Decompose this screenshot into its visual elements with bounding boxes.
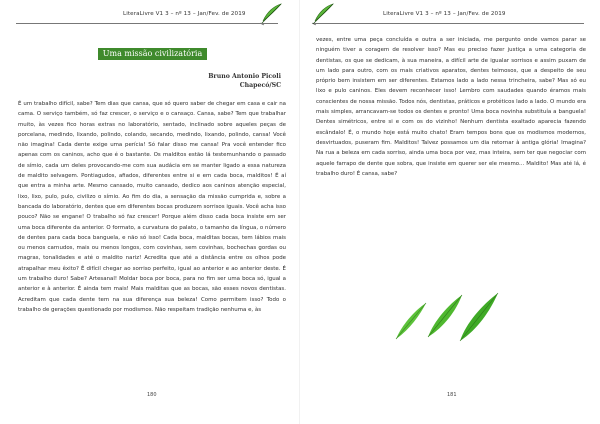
paragraph: vezes, entre uma peça concluída e outra a ser iniciada, me pergunto onde vamos parar se ninguém tiver a coragem de resolver isso? Mas eu preciso fazer justiça a uma categoria de dentistas, os que se dedicam, à sua maneira, a difícil arte de igualar sorrisos e assim puxam de um lado para outro, com os mais criativos aparatos, dentes teimosos, que a despeito de seu próprio bem insistem em ser diferentes. Estamos lado a lado nessa trincheira, sabe? Mas só eu lixo e pulo caninos. Eles devem reconhecer isso! Lembro com saudades quando éramos mais conscientes de nossa missão. Todos nós, dentistas, práticos e protéticos lado a lado. O mundo era mais simples, arrancavam-se todos os dentes e pronto! Uma boca novinha substituía a banguela! Dentes simétricos, entre si e com os do vizinho! Nenhum dentista exaltado aparecia fazendo escândalo! É, o mundo hoje está muito chato! Eram tempos bons que os modismos modernos, desvirtuados, puseram fim. Malditos! Talvez possamos um dia retornar à antiga glória! Imagina? Na rua a beleza em cada sorriso, ainda uma boca por vez, mas inteira, sem ter que negociar com aquele farrapo de dente que sobra, que insiste em querer ser ele mesmo... Maldito! Mas até lá, é trabalho duro! É cansa, sabe? — [316, 37, 586, 177]
header-rule — [314, 23, 584, 24]
green-feather-icon — [396, 303, 426, 339]
author-name: Bruno Antonio Picoli — [208, 73, 281, 80]
article-title: Uma missão civilizatória — [98, 48, 207, 60]
right-page — [300, 0, 600, 424]
author-byline — [208, 72, 281, 90]
header-rule — [16, 23, 278, 24]
page-number-left: 180 — [147, 392, 157, 398]
body-text-left — [18, 99, 286, 315]
page-number-right: 181 — [447, 392, 457, 398]
green-feather-icon — [428, 295, 462, 337]
paragraph: É um trabalho difícil, sabe? Tem dias que cansa, que só quero saber de chegar em casa e cair na cama. O serviço também, só faz crescer, o serviço e o cansaço. Cansa, sabe? Tem que trabalhar muito, às vezes fico horas extras no laboratório, sentado, inclinado sobre aqueles peças de porcelana, medindo, lixando, polindo, colando, secando, medindo, lixando, polindo, cansa! Você não imagina! Cada dente exige uma perícia! Só falar disso me cansa! Pra você entender fico apenas com os caninos, acho que é o bastante. Os malditos estão lá testemunhando o passado de símio, cada um deles provocando-me com sua audácia em se manter ligado a essa natureza de maldito selvagem. Pontiagudos, afiados, diferentes entre si e em cada boca, malditos! É aí que entra a minha arte. Mesmo cansado, muito cansado, dedico aos caninos atenção especial, lixo, lixo, pulo, pulo, civilizo o símio. Ao fim do dia, a sensação da missão cumprida e, sobre a bancada do laboratório, dentes que em diferentes bocas produzem sorrisos iguais. Você acha isso pouco? Não se engane! O trabalho só faz crescer! Porque além disso cada boca insiste em ser uma boca diferente da anterior. O formato, a curvatura do palato, o tamanho da língua, o número de dentes para cada boca banguela, e não só isso! Cada boca, malditas bocas, tem lábios mais ou menos carnudos, mais ou menos longos, com covinhas, sem covinhas, bochechas gordas ou magras, tonalidades e até o maldito nariz! Acredita que até a distância entre os olhos pode atrapalhar meu êxito? É difícil chegar ao sorriso perfeito, igual ao anterior e ao anterior deste. É um trabalho duro! Sabe? Artesanal! Moldar boca por boca, para no fim ser uma boca só, igual a anterior e à anterior. É ainda tem mais! Mais malditas que as bocas, são esses novos dentistas. Acreditam que cada dente tem na sua diferença sua beleza! Como permitem isso? Todo o trabalho de gerações questionado por modismos. Não respeitam tradição nenhuma e, às — [18, 101, 286, 313]
green-feather-icon — [460, 293, 498, 341]
page-header-right: LiteraLivre V1 3 – nº 13 – Jan/Fev. de 2019 — [383, 11, 506, 17]
author-location: Chapecó/SC — [239, 82, 281, 89]
body-text-right — [316, 35, 586, 179]
page-header-left: LiteraLivre V1 3 – nº 13 – Jan/Fev. de 2019 — [123, 11, 246, 17]
decorative-green-feathers — [394, 285, 504, 343]
